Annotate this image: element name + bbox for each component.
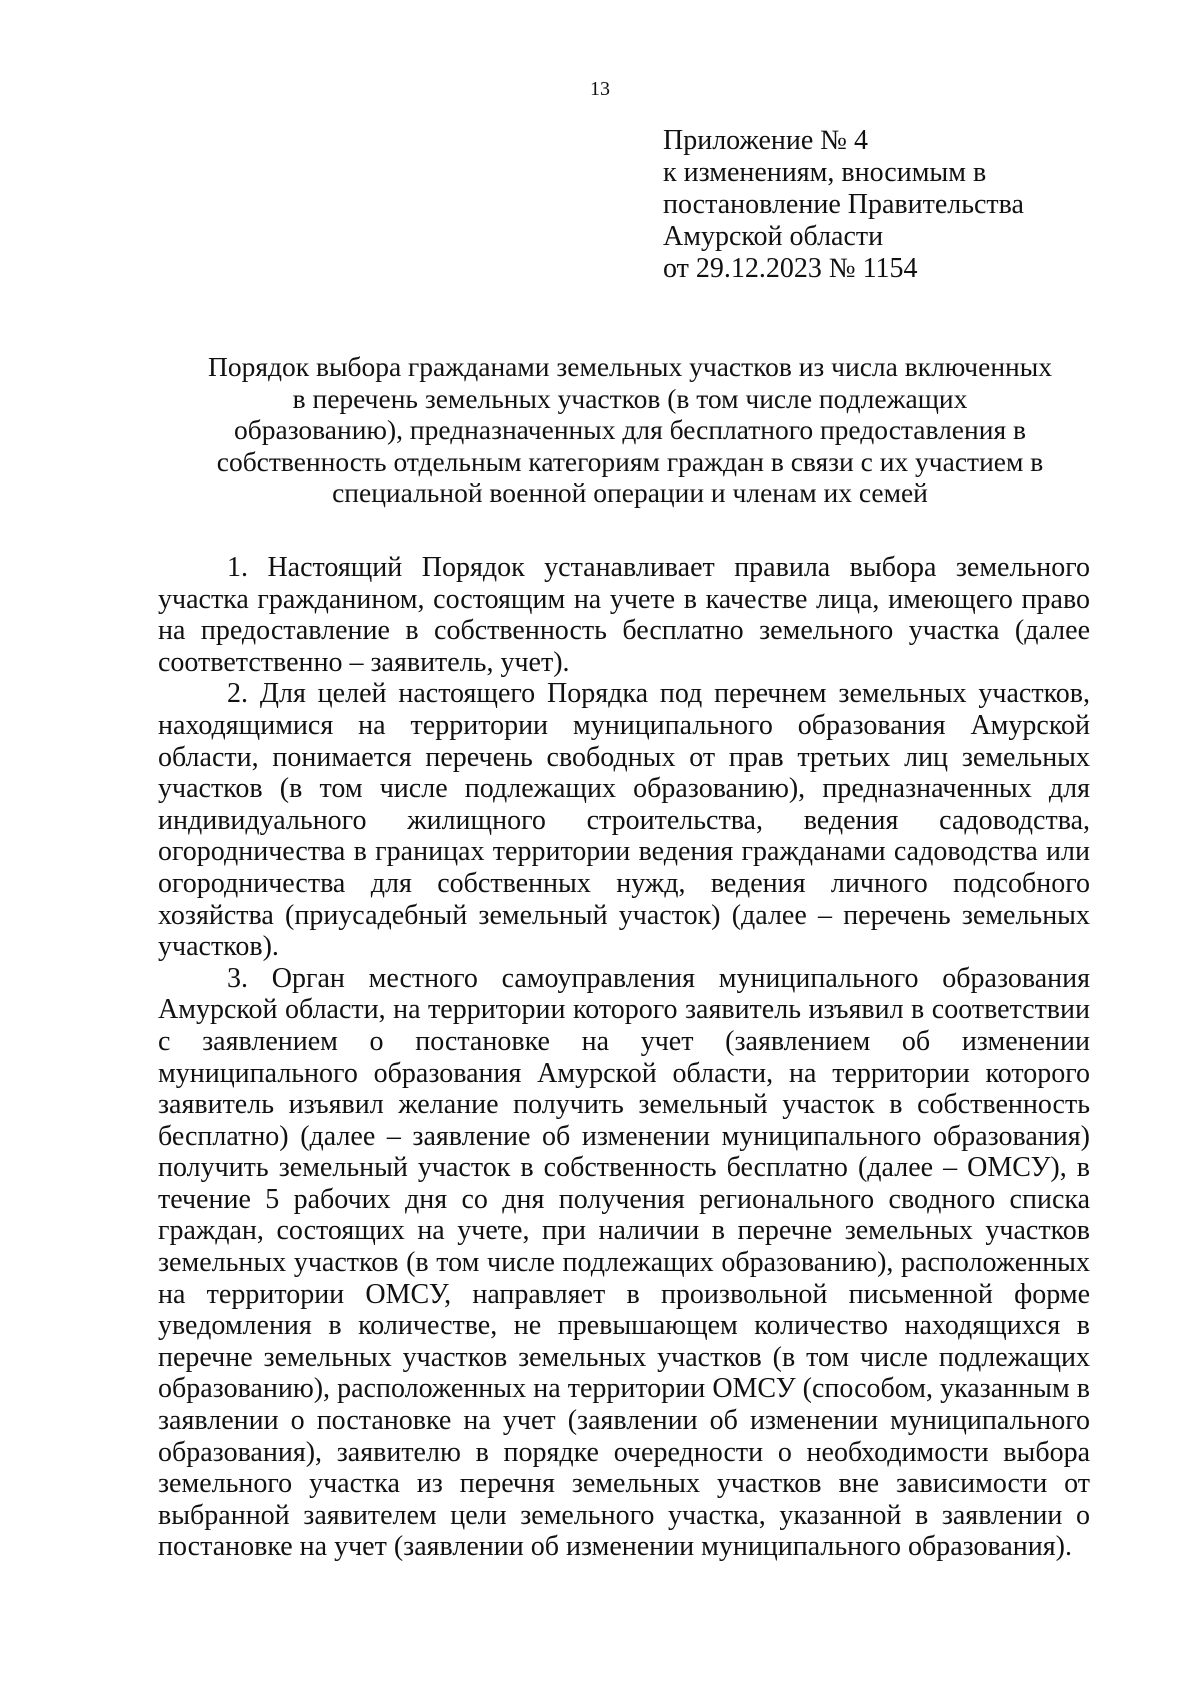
document-title — [158, 351, 1102, 509]
page-number: 13 — [590, 78, 610, 100]
title-line: специальной военной операции и членам их семей — [332, 477, 928, 508]
appendix-line: Амурской области — [663, 221, 884, 252]
appendix-header — [663, 125, 1024, 285]
title-line: собственность отдельным категориям граждан в связи с их участием в — [216, 445, 1044, 477]
title-line: Порядок выбора гражданами земельных участков из числа включенных — [208, 351, 1052, 382]
appendix-line: к изменениям, вносимым в — [663, 157, 987, 188]
appendix-line: Приложение № 4 — [663, 125, 868, 156]
paragraph-3: 3. Орган местного самоуправления муниципального образования Амурской области, на территории которого заявитель изъявил в соответствии с заявлением о постановке на учет (заявлением об изменении муниципального образования Амурской области, на территории которого заявитель изъявил желание получить земельный участок в собственность бесплатно) (далее – заявление об изменении муниципального образования) получить земельный участок в собственность бесплатно (далее – ОМСУ), в течение 5 рабочих дня со дня получения регионального сводного списка граждан, состоящих на учете, при наличии в перечне земельных участков земельных участков (в том числе подлежащих образованию), расположенных на территории ОМСУ, направляет в произвольной письменной форме уведомления в количестве, не превышающем количество находящихся в перечне земельных участков земельных участков (в том числе подлежащих образованию), расположенных на территории ОМСУ (способом, указанным в заявлении о постановке на учет (заявлении об изменении муниципального образования), заявителю в порядке очередности о необходимости выбора земельного участка из перечня земельных участков вне зависимости от выбранной заявителем цели земельного участка, указанной в заявлении о постановке на учет (заявлении об изменении муниципального образования). — [158, 962, 1090, 1563]
title-line: образованию), предназначенных для бесплатного предоставления в — [234, 414, 1026, 445]
document-body — [158, 552, 1090, 1563]
appendix-line: постановление Правительства — [663, 189, 1024, 220]
paragraph-1: 1. Настоящий Порядок устанавливает правила выбора земельного участка гражданином, состоящим на учете в качестве лица, имеющего право на предоставление в собственность бесплатно земельного участка (далее соответственно – заявитель, учет). — [158, 552, 1090, 678]
appendix-line: от 29.12.2023 № 1154 — [663, 253, 918, 284]
paragraph-2: 2. Для целей настоящего Порядка под перечнем земельных участков, находящимися на территории муниципального образования Амурской области, понимается перечень свободных от прав третьих лиц земельных участков (в том числе подлежащих образованию), предназначенных для индивидуального жилищного строительства, ведения садоводства, огородничества в границах территории ведения гражданами садоводства или огородничества для собственных нужд, ведения личного подсобного хозяйства (приусадебный земельный участок) (далее – перечень земельных участков). — [158, 678, 1090, 963]
title-line: в перечень земельных участков (в том числе подлежащих — [292, 382, 968, 414]
